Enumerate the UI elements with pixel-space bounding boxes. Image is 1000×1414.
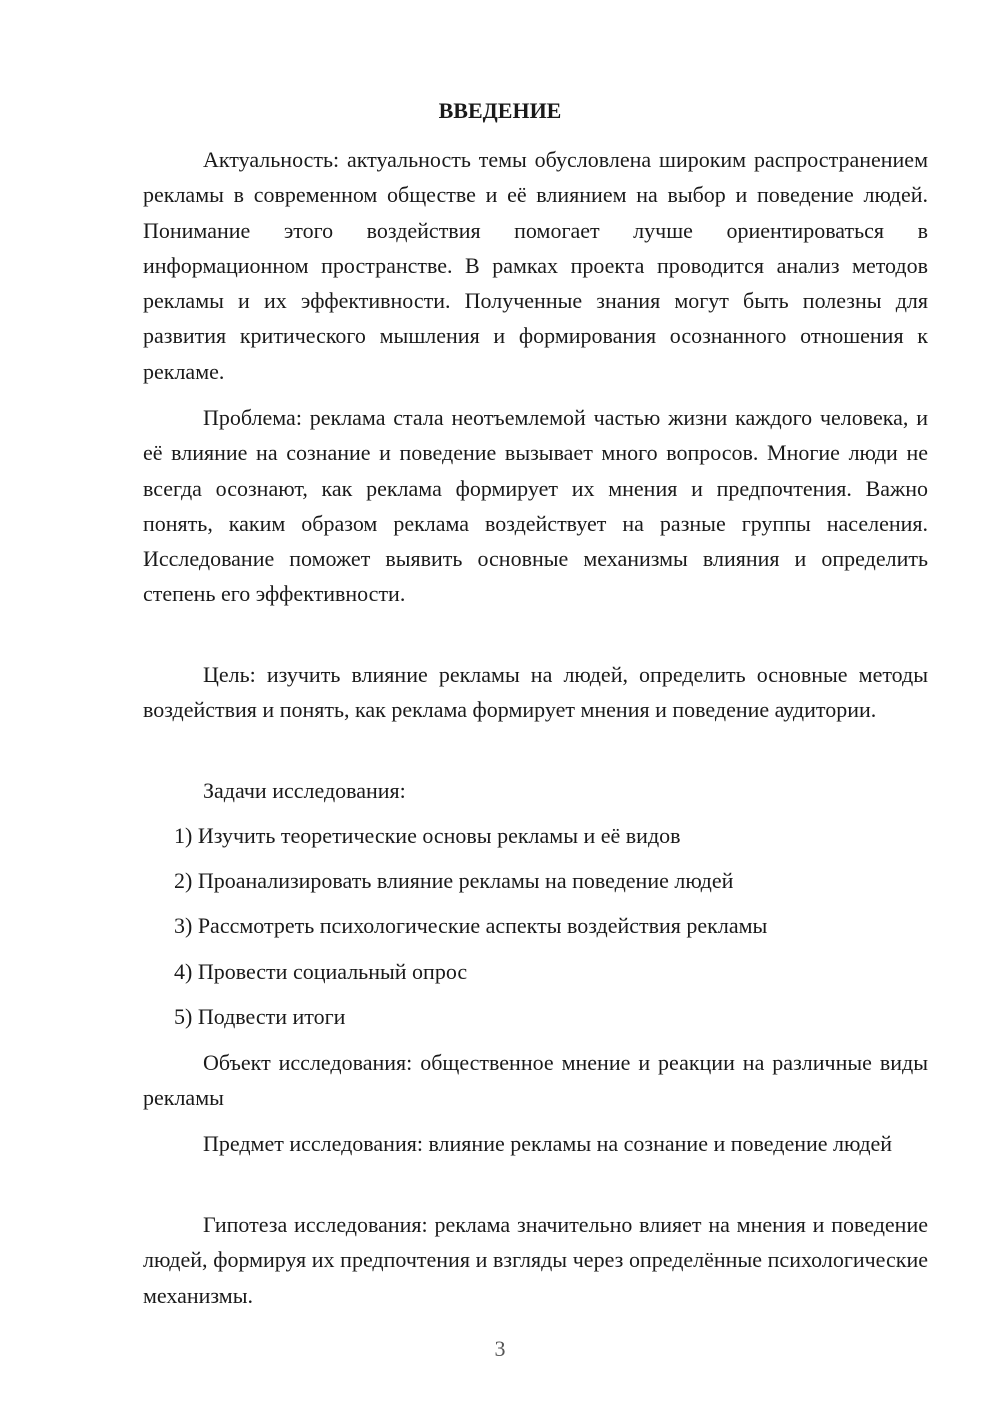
object-paragraph: Объект исследования: общественное мнение и реакции на различные виды рекламы [143, 1050, 928, 1111]
subject-paragraph: Предмет исследования: влияние рекламы на сознание и поведение людей [203, 1131, 893, 1156]
tasks-title: Задачи исследования: [203, 778, 406, 803]
page-heading: ВВЕДЕНИЕ [438, 98, 562, 123]
task-list-item: 2) Проанализировать влияние рекламы на поведение людей [174, 868, 734, 893]
task-list-item: 3) Рассмотреть психологические аспекты воздействия рекламы [174, 913, 768, 938]
relevance-paragraph: Актуальность: актуальность темы обусловлена широким распространением рекламы в современном обществе и её влиянием на выбор и поведение людей. Понимание этого воздействия помогает лучше ориентироваться в информационном пространстве. В рамках проекта проводится анализ методов рекламы и их эффективности. Полученные знания могут быть полезны для развития критического мышления и формирования осознанного отношения к рекламе. [143, 147, 928, 384]
page-number: 3 [494, 1336, 506, 1361]
task-list-item: 5) Подвести итоги [174, 1004, 346, 1029]
task-list-item: 4) Провести социальный опрос [174, 959, 468, 984]
problem-paragraph: Проблема: реклама стала неотъемлемой частью жизни каждого человека, и её влияние на сознание и поведение вызывает много вопросов. Многие люди не всегда осознают, как реклама формирует их мнения и предпочтения. Важно понять, каким образом реклама воздействует на разные группы населения. Исследование поможет выявить основные механизмы влияния и определить степень его эффективности. [143, 405, 928, 607]
goal-paragraph: Цель: изучить влияние рекламы на людей, определить основные методы воздействия и понять, как реклама формирует мнения и поведение аудитории. [143, 662, 928, 723]
task-list-item: 1) Изучить теоретические основы рекламы и её видов [174, 823, 681, 848]
hypothesis-paragraph: Гипотеза исследования: реклама значительно влияет на мнения и поведение людей, формируя их предпочтения и взгляды через определённые психологические механизмы. [143, 1212, 928, 1308]
